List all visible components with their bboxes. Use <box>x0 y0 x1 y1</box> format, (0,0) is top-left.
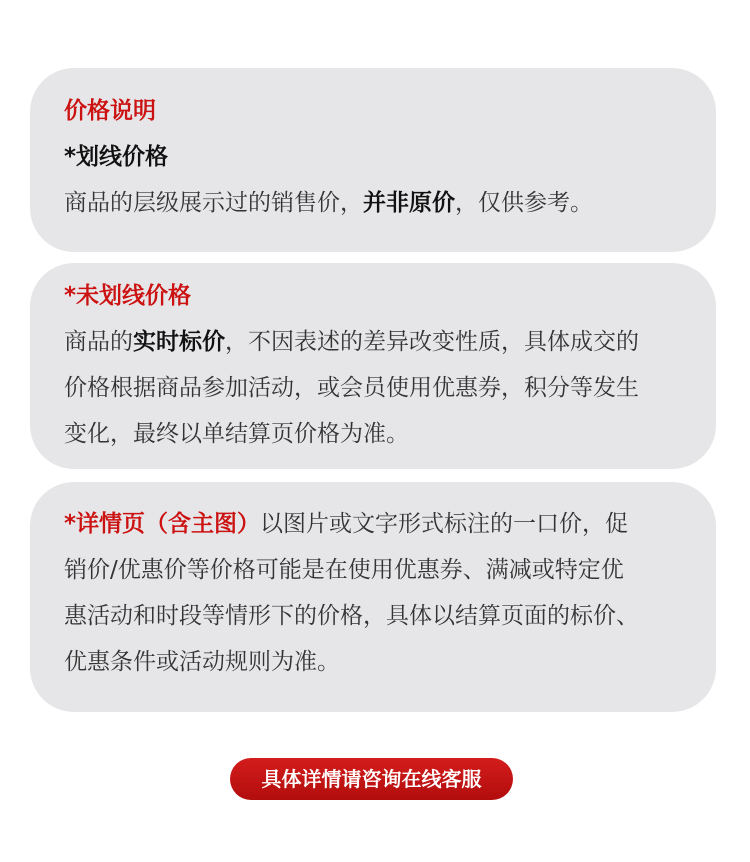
detail-page-description-line: 销价/优惠价等价格可能是在使用优惠券、满减或特定优 <box>64 557 624 583</box>
non-strikethrough-description-line: 变化，最终以单结算页价格为准。 <box>64 421 409 447</box>
non-strikethrough-price-card <box>30 263 716 469</box>
not-original-price-emphasis: 并非原价 <box>363 190 455 216</box>
detail-page-description-line: 惠活动和时段等情形下的价格，具体以结算页面的标价、 <box>64 603 639 629</box>
non-strikethrough-description-line <box>64 319 688 365</box>
non-strikethrough-description-line: 价格根据商品参加活动，或会员使用优惠券，积分等发生 <box>64 375 639 401</box>
strikethrough-price-heading: *划线价格 <box>64 144 169 170</box>
detail-page-description-line <box>64 501 688 547</box>
description-text: 以图片或文字形式标注的一口价，促 <box>260 511 629 537</box>
detail-page-description-line: 优惠条件或活动规则为准。 <box>64 649 340 675</box>
description-text: 商品的 <box>64 329 133 355</box>
description-text: ，不因表述的差异改变性质，具体成交的 <box>225 329 639 355</box>
real-time-price-emphasis: 实时标价 <box>133 329 225 355</box>
contact-customer-service-button[interactable]: 具体详情请咨询在线客服 <box>230 758 513 800</box>
non-strikethrough-price-heading: *未划线价格 <box>64 283 192 309</box>
detail-page-heading: *详情页（含主图） <box>64 511 261 537</box>
price-explanation-title: 价格说明 <box>64 98 156 124</box>
description-text: 商品的层级展示过的销售价， <box>64 190 363 216</box>
strikethrough-price-description <box>64 180 688 226</box>
price-explanation-card <box>30 68 716 252</box>
detail-page-price-card <box>30 482 716 712</box>
description-text: ，仅供参考。 <box>455 190 593 216</box>
